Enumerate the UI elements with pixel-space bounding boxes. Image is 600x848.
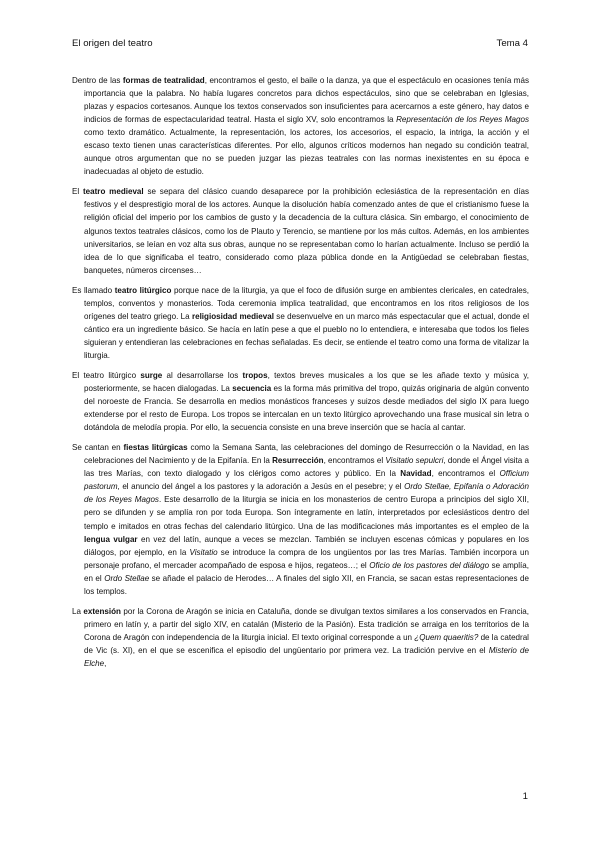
bold-text: formas de teatralidad: [122, 76, 205, 85]
text-run: Dentro de las: [72, 76, 123, 85]
bold-text: lengua vulgar: [84, 534, 138, 544]
italic-text: Representación de los Reyes Magos: [396, 115, 529, 125]
bold-text: secuencia: [232, 384, 272, 394]
bold-text: surge: [140, 370, 163, 380]
text-run: , encontramos el gesto, el baile o la danza, ya que el espectáculo en ocasiones tenía más importancia que la palabra. No había lugares concretos para dichos espectáculos, sino que se celebraban en Iglesias, plazas y espacios cortesanos. Aunque los textos conservados son insuficientes para acercarnos a este género, hay datos e indicios de formas de espectacularidad teatral. Hasta el siglo XV, solo encontramos la: [84, 76, 529, 125]
bold-text: fiestas litúrgicas: [123, 443, 188, 453]
text-run: porque nace de la liturgia, ya que el foco de difusión surge en ambientes clericales, en catedrales, templos, conventos y monasterios. Toda ceremonia implica teatralidad, que encontramos en los ritos religiosos de los orígenes del teatro griego. La: [84, 285, 529, 321]
text-run: en vez del latín, aunque a veces se mezclan. También se incluyen escenas cómicas y populares en los diálogos, por ejemplo, en la: [84, 534, 529, 557]
text-run: , textos breves musicales a los que se les añade texto y música y, posteriormente, se hacen dialogadas. La: [84, 370, 529, 394]
italic-text: Ordo Stellae, Epifanía o Adoración de los Reyes Magos: [84, 482, 529, 505]
italic-text: Officium pastorum: [84, 469, 529, 492]
text-run: . Este desarrollo de la liturgia se inicia en los monasterios de centro Europa a principios del siglo XII, pero se difunden y se amplía ron por toda Europa. Son íntegramente en latín, interpretados por eclesiásticos dentro del templo e imitados en otras fechas del calendario litúrgico. Una de las modificaciones más importantes es el empleo de la: [84, 495, 530, 531]
text-run: ,: [104, 658, 107, 668]
paragraph: [72, 284, 529, 362]
text-run: se introduce la compra de los ungüentos por las tres Marías. También incorpora un personaje profano, el mercader acompañado de esposa e hijos, regateos…; el: [84, 547, 530, 570]
text-run: Se cantan en: [72, 443, 124, 453]
italic-text: Misterio de Elche: [84, 645, 529, 668]
paragraph: [72, 605, 529, 670]
text-run: se añade el palacio de Herodes… A finales del siglo XII, en Francia, se sacan estas representaciones de los templos.: [84, 573, 529, 596]
text-run: se amplía, en el: [84, 560, 530, 583]
text-run: es la forma más primitiva del tropo, quizás originaria de algún convento del noroeste de Francia. Se desarrolla en medios monásticos franceses y suizos desde mediados del siglo IX para luego extenderse por el resto de Europa. Los tropos se intercalan en un texto litúrgico aprovechando una frase musical sin letra o dotándola de melodía propia. Por ello, la secuencia consiste en una breve inserción que se hacía al cantar.: [84, 384, 529, 433]
page-number: 1: [522, 791, 528, 802]
text-run: , el anuncio del ángel a los pastores y la adoración a Jesús en el pesebre; y el: [117, 482, 405, 492]
italic-text: Oficio de los pastores del diálogo: [369, 560, 490, 570]
text-run: como texto dramático. Actualmente, la representación, los actores, los accesorios, el espacio, la intriga, la acción y el escaso texto tienen unas características diferentes. Por ello, algunos críticos modernos han negado su condición teatral, aunque otros argumentan que no se pueden juzgar las piezas teatrales con las normas inexistentes en su época e inadecuadas al objeto de estudio.: [84, 128, 529, 177]
text-run: como la Semana Santa, las celebraciones del domingo de Resurrección o la Navidad, en las celebraciones del Nacimiento y de la Epifanía. En la: [84, 443, 529, 466]
text-run: se desenvuelve en un marco más espectacular que el actual, donde el cántico era un ingrediente básico. Se hacía en latín pese a que el pueblo no lo entendiera, e interesaba que todos los fieles siguieran y entendieran las celebraciones en fechas señaladas. Es decir, se entiende el teatro como una forma de vitalizar la liturgia.: [84, 311, 529, 360]
text-run: La: [72, 606, 84, 616]
italic-text: Visitatio: [189, 547, 218, 557]
bold-text: teatro litúrgico: [114, 285, 172, 295]
text-run: El: [72, 187, 83, 197]
italic-text: ¿Quem quaeritis?: [414, 632, 479, 642]
bold-text: Resurrección: [272, 456, 324, 466]
paragraph: [72, 74, 529, 178]
text-run: , donde el Ángel visita a las tres Marías, con texto dialogado y los clérigos como actores y público. En la: [84, 456, 529, 479]
bold-text: religiosidad medieval: [191, 311, 274, 321]
text-run: de la catedral de Vic (s. XI), en el que se escenifica el episodio del ungüentario por primera vez. La tradición pervive en el: [84, 632, 529, 655]
text-run: , encontramos el: [323, 456, 386, 466]
header-section: Tema 4: [496, 38, 528, 49]
text-run: El teatro litúrgico: [72, 370, 141, 380]
italic-text: Visitatio sepulcri: [385, 456, 444, 466]
text-run: , encontramos el: [431, 469, 500, 479]
paragraph: [72, 185, 529, 276]
bold-text: Navidad: [400, 469, 432, 479]
document-body: [72, 74, 529, 677]
bold-text: extensión: [83, 606, 121, 616]
bold-text: teatro medieval: [83, 187, 144, 197]
italic-text: Ordo Stellae: [104, 573, 150, 583]
text-run: se separa del clásico cuando desaparece por la prohibición eclesiástica de la representación en días festivos y el desprestigio moral de los actores. Aunque la disolución había comenzado antes de que el cristianismo fuese la religión oficial del imperio por los cambios de gusto y la decadencia de la cultura clásica. Sin embargo, el conocimiento de algunos textos teatrales clásicos, como los de Plauto y Terencio, se mantiene por los más cultos. Además, en los ambientes universitarios, se leían en voz alta sus obras, aunque no se representaban como lo harían actualmente. Incluso se perdió la idea de lo que significaba el teatro, considerado como plaza pública donde en la Antigüedad se celebraban fiestas, banquetes, números circenses…: [84, 187, 529, 275]
header-title: El origen del teatro: [72, 38, 153, 49]
text-run: por la Corona de Aragón se inicia en Cataluña, donde se divulgan textos similares a los conservados en Francia, primero en latín y, a partir del siglo XIV, en catalán (Misterio de la Pasión). Esta tradición se arraiga en los territorios de la Corona de Aragón con independencia de la liturgia inicial. El texto original corresponde a un: [84, 606, 530, 642]
paragraph: [72, 369, 529, 434]
page-header: [72, 38, 528, 52]
bold-text: tropos: [242, 370, 268, 380]
text-run: Es llamado: [72, 285, 115, 295]
text-run: al desarrollarse los: [162, 370, 243, 380]
paragraph: [72, 441, 529, 598]
